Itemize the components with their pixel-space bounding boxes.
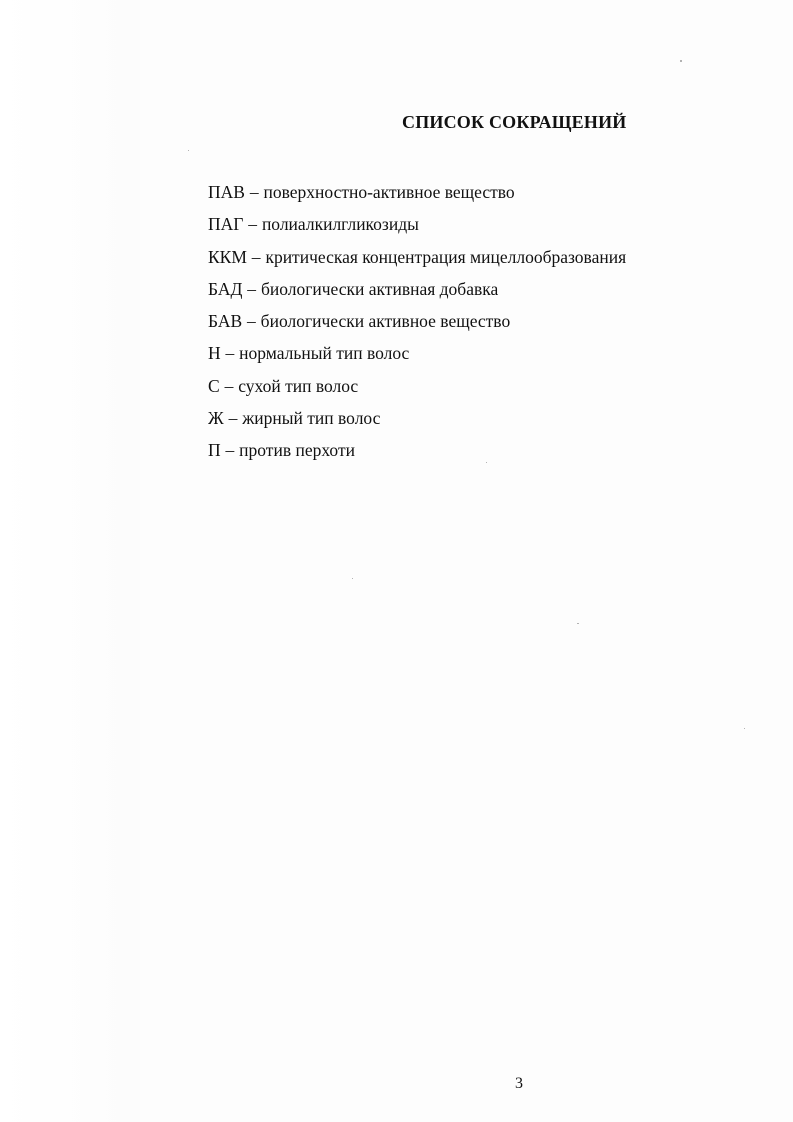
abbreviation-term: БАВ <box>208 311 243 332</box>
abbreviation-term: Ж <box>208 408 224 429</box>
abbreviation-term: ПАГ <box>208 214 244 235</box>
abbreviation-term: Н <box>208 343 221 364</box>
abbreviation-term: С <box>208 375 220 396</box>
abbreviation-definition: сухой тип волос <box>238 375 359 396</box>
scan-speck <box>577 623 579 624</box>
abbreviation-item <box>208 305 626 337</box>
abbreviation-list <box>208 176 626 467</box>
scan-speck <box>352 578 353 579</box>
page-title: СПИСОК СОКРАЩЕНИЙ <box>402 112 627 132</box>
abbreviation-term: ККМ <box>208 246 247 267</box>
abbreviation-item <box>208 208 626 240</box>
abbreviation-definition: критическая концентрация мицеллообразования <box>265 246 627 267</box>
abbreviation-definition: поверхностно-активное вещество <box>263 182 515 202</box>
abbreviation-separator: – <box>247 278 257 299</box>
abbreviation-term: ПАВ <box>208 182 245 202</box>
scan-speck <box>188 150 189 151</box>
abbreviation-separator: – <box>225 343 235 364</box>
abbreviation-separator: – <box>247 311 256 332</box>
page-number: 3 <box>515 1075 523 1092</box>
abbreviation-item <box>208 434 626 466</box>
abbreviation-item <box>208 337 626 369</box>
abbreviation-item <box>208 402 626 434</box>
scan-speck <box>744 728 745 729</box>
abbreviation-separator: – <box>224 375 234 396</box>
abbreviation-definition: против перхоти <box>239 440 355 461</box>
scan-speck <box>486 462 487 463</box>
abbreviation-definition: биологически активная добавка <box>260 278 499 299</box>
abbreviation-item <box>208 273 626 305</box>
abbreviation-item <box>208 176 626 208</box>
abbreviation-definition: жирный тип волос <box>242 408 381 429</box>
abbreviation-item <box>208 241 626 273</box>
scan-shading <box>0 0 140 1122</box>
abbreviation-definition: полиалкилгликозиды <box>261 214 419 235</box>
abbreviation-separator: – <box>228 408 238 429</box>
abbreviation-separator: – <box>225 440 235 461</box>
abbreviation-definition: биологически активное вещество <box>260 311 511 332</box>
abbreviation-item <box>208 370 626 402</box>
scan-speck <box>680 60 682 62</box>
abbreviation-separator: – <box>251 246 261 267</box>
abbreviation-definition: нормальный тип волос <box>239 343 410 364</box>
abbreviation-term: П <box>208 440 221 461</box>
abbreviation-term: БАД <box>208 278 243 299</box>
abbreviation-separator: – <box>248 214 258 235</box>
abbreviation-separator: – <box>249 182 259 202</box>
